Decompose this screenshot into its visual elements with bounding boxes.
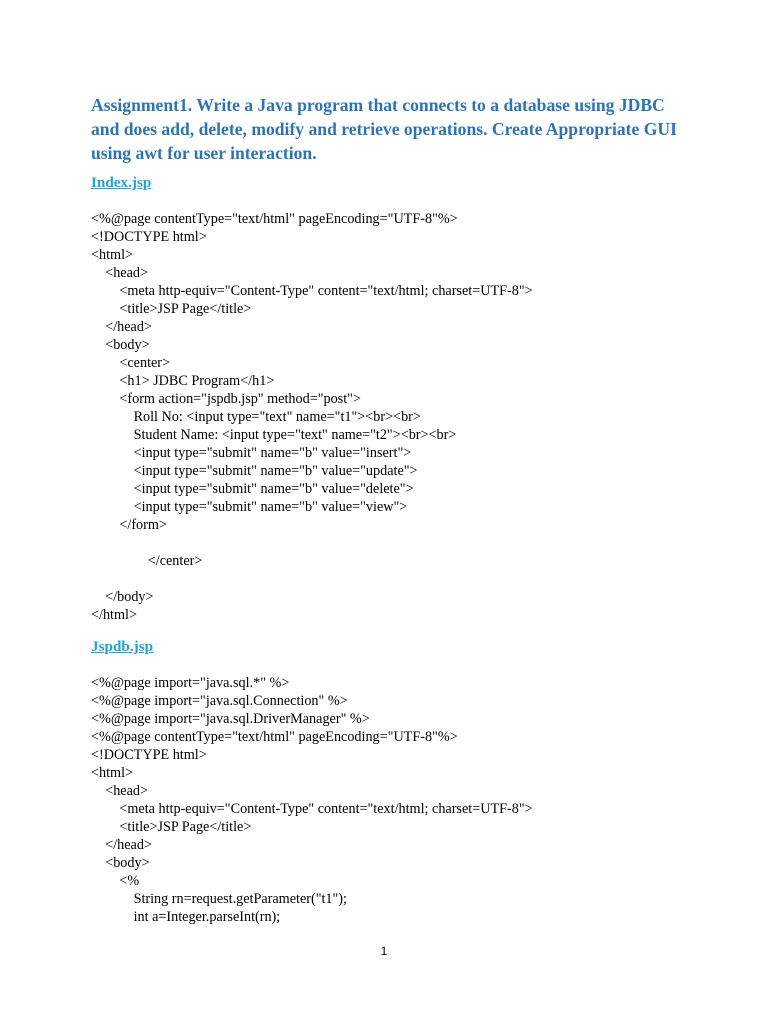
code-line: <input type="submit" name="b" value="update">	[91, 463, 418, 479]
code-line: </head>	[91, 837, 152, 853]
code-line: <form action="jspdb.jsp" method="post">	[91, 391, 361, 407]
code-line: <title>JSP Page</title>	[91, 301, 252, 317]
heading-index-jsp: Index.jsp	[91, 174, 152, 191]
code-line: <html>	[91, 765, 134, 781]
code-line: <head>	[91, 783, 148, 799]
code-line: <%@page contentType="text/html" pageEncoding="UTF-8"%>	[91, 729, 458, 745]
code-line: <body>	[91, 337, 150, 353]
code-line: </head>	[91, 319, 152, 335]
assignment-title	[91, 93, 711, 165]
code-line: <meta http-equiv="Content-Type" content="text/html; charset=UTF-8">	[91, 801, 533, 817]
code-line: </form>	[91, 517, 167, 533]
code-line: <!DOCTYPE html>	[91, 747, 207, 763]
code-line: <%@page import="java.sql.*" %>	[91, 675, 290, 691]
code-line: </body>	[91, 589, 154, 605]
title-line-2: and does add, delete, modify and retrieve operations. Create Appropriate GUI	[91, 119, 677, 139]
code-line: <%@page import="java.sql.Connection" %>	[91, 693, 348, 709]
code-line: Roll No: <input type="text" name="t1"><br><br>	[91, 409, 421, 425]
code-line: <!DOCTYPE html>	[91, 229, 207, 245]
code-line: int a=Integer.parseInt(rn);	[91, 909, 281, 925]
code-line: <center>	[91, 355, 171, 371]
page-number: 1	[380, 944, 388, 958]
code-block-jspdb-jsp	[91, 674, 533, 926]
heading-jspdb-jsp: Jspdb.jsp	[91, 638, 154, 655]
code-line: </html>	[91, 607, 137, 623]
code-line: Student Name: <input type="text" name="t2"><br><br>	[91, 427, 457, 443]
code-line: <input type="submit" name="b" value="delete">	[91, 481, 414, 497]
title-line-3: using awt for user interaction.	[91, 143, 317, 163]
code-line	[91, 534, 533, 552]
code-line: <%@page contentType="text/html" pageEncoding="UTF-8"%>	[91, 211, 458, 227]
code-line: <html>	[91, 247, 134, 263]
code-line: String rn=request.getParameter("t1");	[91, 891, 347, 907]
code-line: <title>JSP Page</title>	[91, 819, 252, 835]
code-line: <%@page import="java.sql.DriverManager" %>	[91, 711, 370, 727]
code-line: <meta http-equiv="Content-Type" content="text/html; charset=UTF-8">	[91, 283, 533, 299]
code-line: <head>	[91, 265, 148, 281]
code-line: <%	[91, 873, 140, 889]
title-line-1: Assignment1. Write a Java program that connects to a database using JDBC	[91, 95, 665, 115]
code-line	[91, 570, 533, 588]
code-line: <h1> JDBC Program</h1>	[91, 373, 275, 389]
code-line: <input type="submit" name="b" value="insert">	[91, 445, 412, 461]
code-block-index-jsp	[91, 210, 533, 624]
code-line: <input type="submit" name="b" value="view">	[91, 499, 408, 515]
code-line: <body>	[91, 855, 150, 871]
code-line: </center>	[91, 553, 203, 569]
